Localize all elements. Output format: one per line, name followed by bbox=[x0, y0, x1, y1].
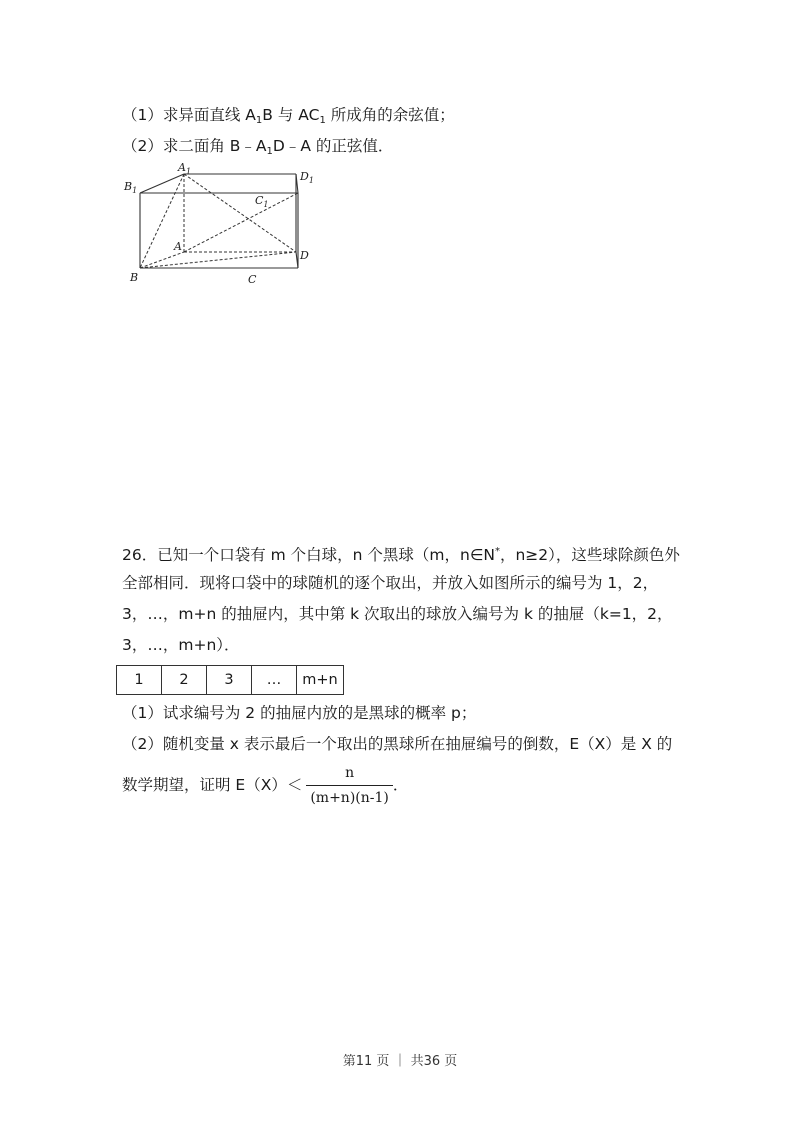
drawer-cell: 1 bbox=[117, 666, 162, 695]
label-d1: $D_1$ bbox=[300, 170, 314, 185]
q26-part2-conclusion: 数学期望，证明 E（X）＜ $\frac{n}{(m+n)(n-1)}$ ． bbox=[122, 762, 408, 809]
segment-bd bbox=[140, 252, 296, 268]
label-b1: $B_1$ bbox=[124, 180, 138, 195]
segment-ac1 bbox=[184, 193, 298, 252]
q26-part1: （1）试求编号为 2 的抽屉内放的是黑球的概率 p； bbox=[122, 704, 477, 722]
q25-part1: （1）求异面直线 $A_1B$ 与 $AC_1$ 所成角的余弦值； bbox=[122, 106, 455, 126]
q26-part2: （2）随机变量 x 表示最后一个取出的黑球所在抽屉编号的倒数，E（X）是 X 的 bbox=[122, 735, 673, 753]
drawer-cell: 2 bbox=[162, 666, 207, 695]
prism-diagram bbox=[118, 160, 328, 290]
segment-a1d bbox=[184, 174, 296, 252]
fraction-denominator: (m+n)(n-1) bbox=[306, 785, 393, 809]
drawer-cell: 3 bbox=[207, 666, 252, 695]
drawer-table bbox=[116, 665, 344, 695]
drawer-cell: m+n bbox=[297, 666, 344, 695]
page-footer: 第11 页 ｜ 共36 页 bbox=[342, 1054, 458, 1069]
edge-b1a1 bbox=[140, 174, 184, 193]
label-b: B bbox=[130, 271, 139, 284]
label-c1: $C_1$ bbox=[255, 194, 269, 209]
segment-a1b bbox=[140, 174, 184, 268]
label-a1: $A_1$ bbox=[178, 161, 192, 176]
label-c: C bbox=[248, 273, 257, 286]
drawer-cell: … bbox=[252, 666, 297, 695]
label-a: A bbox=[174, 240, 182, 253]
q26-line3: 3，…，m+n 的抽屉内，其中第 k 次取出的球放入编号为 k 的抽屉（k=1，2， bbox=[122, 605, 673, 623]
q25-part2: （2）求二面角 $B﹣A_1D﹣A$ 的正弦值． bbox=[122, 137, 394, 157]
fraction-numerator: n bbox=[345, 765, 355, 781]
prism-figure bbox=[118, 160, 328, 290]
q26-line1: 26．已知一个口袋有 m 个白球，n 个黑球（m，n∈N*，n≥2），这些球除颜色外 bbox=[122, 546, 680, 564]
drawer-row bbox=[117, 666, 344, 695]
label-d: D bbox=[300, 249, 309, 262]
q26-line2: 全部相同．现将口袋中的球随机的逐个取出，并放入如图所示的编号为 1，2， bbox=[122, 574, 659, 592]
q26-line4: 3，…，m+n）． bbox=[122, 636, 240, 654]
fraction bbox=[306, 762, 393, 809]
